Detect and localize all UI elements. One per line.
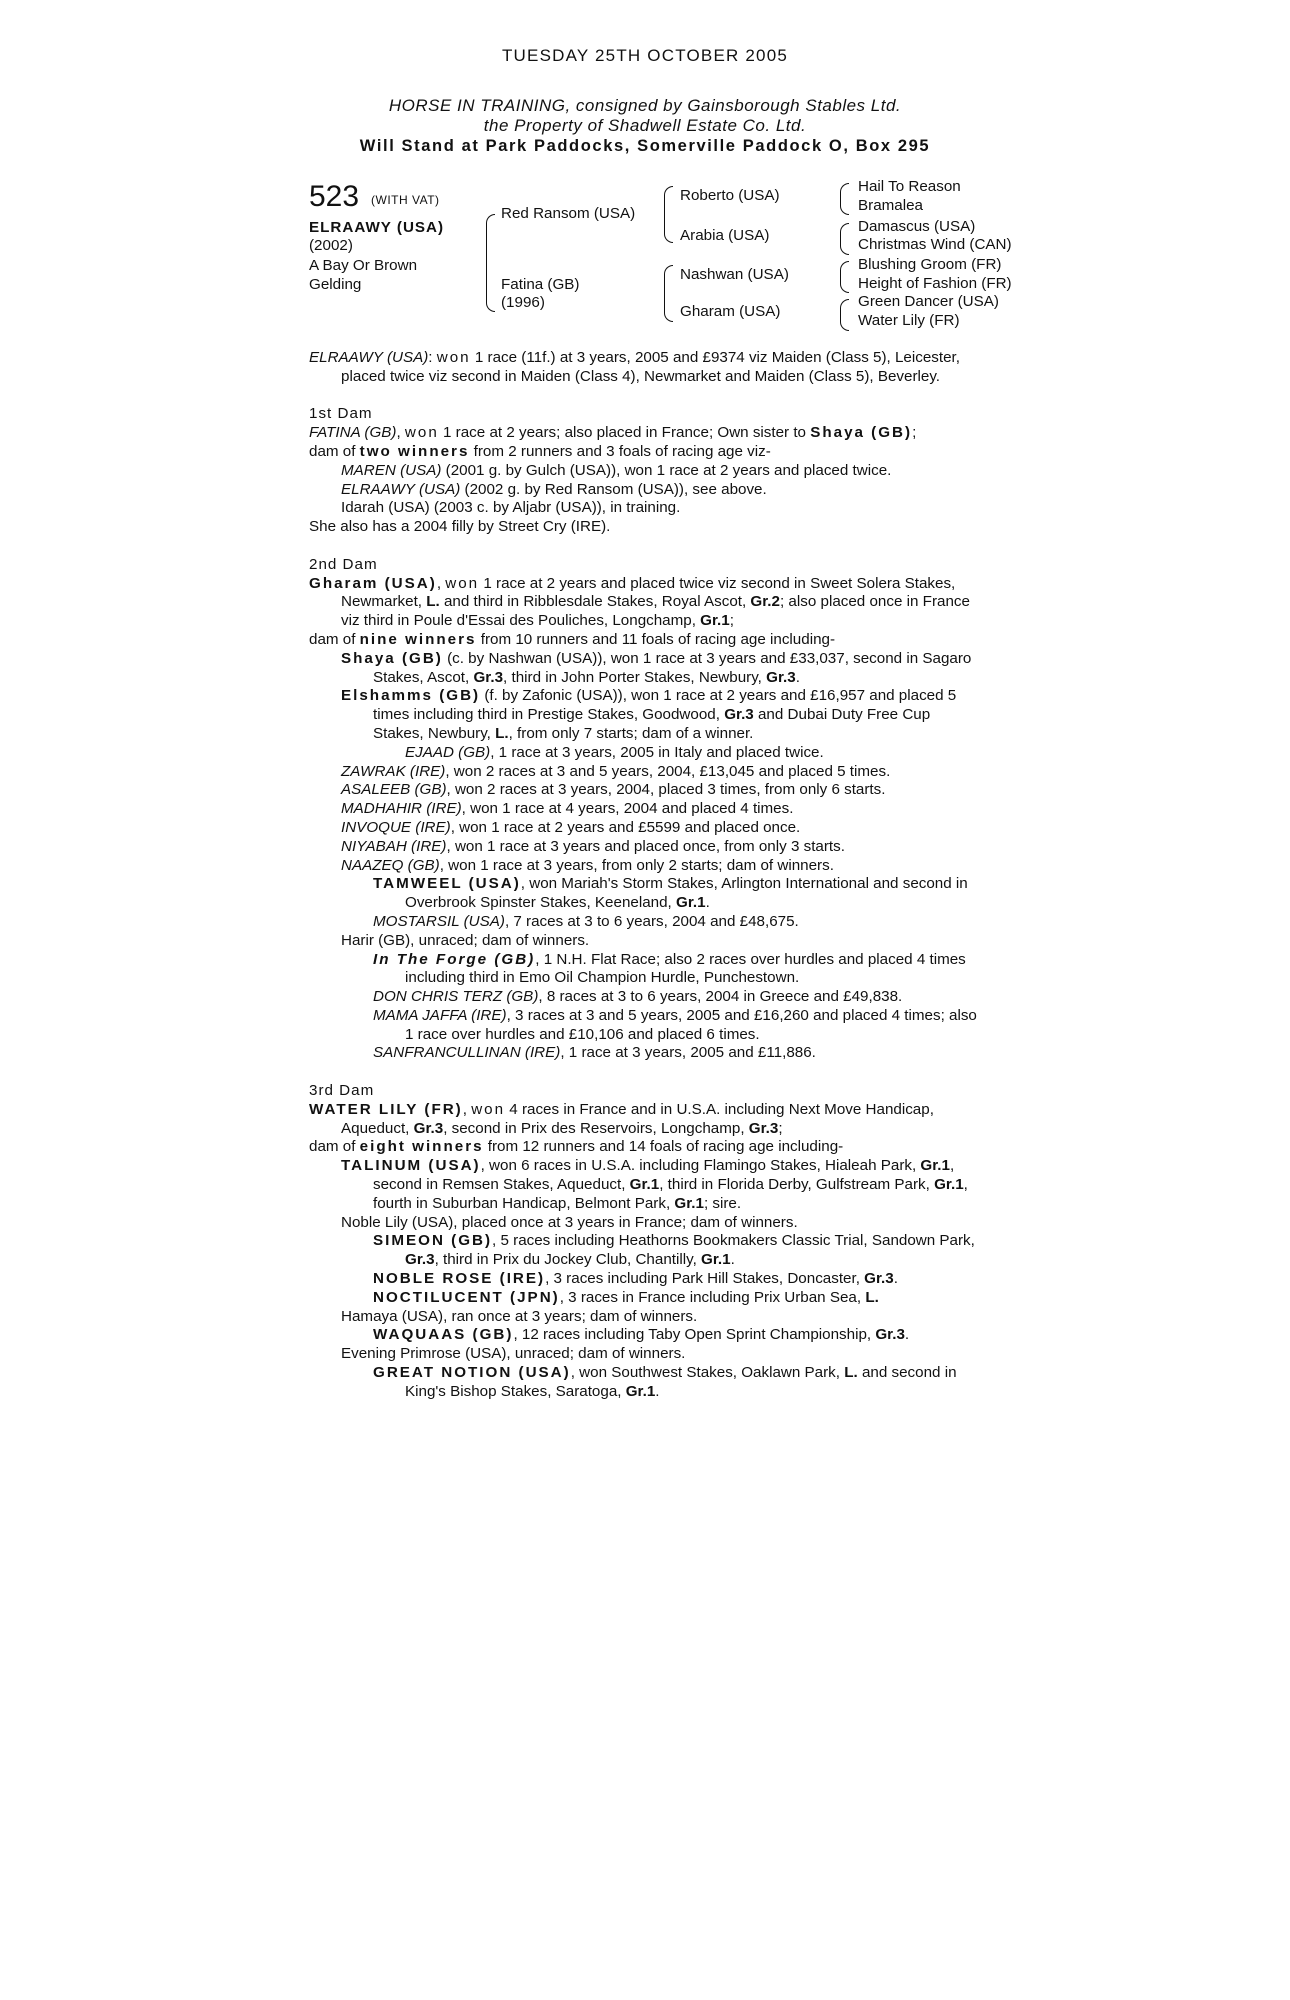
offspring-talinum-text4: , fourth in Suburban Handicap, Belmont Park, [373, 1176, 968, 1212]
first-dam-damof: dam of [309, 442, 360, 460]
offspring-mostarsil [309, 913, 979, 932]
second-dam-name: Gharam (USA) [309, 574, 437, 592]
dot: . [893, 1270, 898, 1288]
offspring-talinum-text: , won 6 races in U.S.A. including Flamingo Stakes, Hialeah Park, [480, 1157, 921, 1175]
offspring-elshamms-text: (f. by Zafonic (USA)), won 1 race at 2 years and £16,957 and placed 5 times including third in Prestige Stakes, Goodwood, [373, 687, 957, 724]
pedigree-dds: Green Dancer (USA) [858, 293, 999, 310]
race-record: ELRAAWY (USA): won 1 race (11f.) at 3 years, 2005 and £9374 viz Maiden (Class 5), Leicester, placed twice viz second in Maiden (Class 4), Newmarket and Maiden (Class 5), Beverley. [309, 349, 960, 385]
dot: . [655, 1382, 660, 1400]
offspring-sanfrancullinan [309, 1044, 979, 1063]
pedigree-brace-dam [664, 265, 673, 322]
first-dam-line: FATINA (GB), won 1 race at 2 years; also placed in France; Own sister to Shaya (GB); [309, 424, 917, 442]
offspring-simeon-text: , 5 races including Heathorns Bookmakers Classic Trial, Sandown Park, [492, 1232, 975, 1250]
first-dam-also: She also has a 2004 filly by Street Cry (IRE). [309, 518, 611, 536]
offspring-elshamms [309, 687, 979, 743]
offspring-elshamms-text2: and Dubai Duty Free Cup Stakes, Newbury, [373, 706, 931, 742]
pedigree-dsd: Height of Fashion (FR) [858, 275, 1012, 292]
offspring-mama-name: MAMA JAFFA (IRE) [373, 1006, 507, 1024]
grade-gr3: Gr.3 [748, 1119, 779, 1137]
offspring-simeon-name: SIMEON (GB) [373, 1232, 493, 1250]
offspring-tamweel [309, 875, 979, 913]
offspring-idarah: Idarah (USA) (2003 c. by Aljabr (USA)), in training. [341, 499, 681, 517]
pedigree-brace-ds [840, 261, 849, 293]
third-dam-produce [309, 1138, 979, 1157]
offspring-naazeq [309, 857, 979, 876]
third-dam-t1b: , second in Prix des Reservoirs, Longchamp, [443, 1119, 749, 1137]
second-dam-t1b: and third in Ribblesdale Stakes, Royal Ascot, [439, 593, 751, 611]
grade-listed: L. [865, 1288, 879, 1306]
first-dam-sister: Shaya (GB) [810, 424, 913, 442]
grade-gr3: Gr.3 [724, 706, 754, 724]
offspring-evening-primrose: Evening Primrose (USA), unraced; dam of winners. [341, 1345, 686, 1363]
offspring-talinum [309, 1157, 979, 1213]
offspring-madhahir-name: MADHAHIR (IRE) [341, 800, 462, 818]
offspring-elraawy-name: ELRAAWY (USA) [341, 480, 461, 498]
pedigree-dss: Blushing Groom (FR) [858, 256, 1002, 273]
offspring-noct-name: NOCTILUCENT (JPN) [373, 1288, 560, 1306]
grade-listed: L. [426, 593, 440, 611]
offspring-talinum-text2: , second in Remsen Stakes, Aqueduct, [373, 1157, 955, 1194]
pedigree-ddd: Water Lily (FR) [858, 312, 960, 329]
offspring-noble-rose-text: , 3 races including Park Hill Stakes, Doncaster, [545, 1270, 865, 1288]
offspring-forge-text: , 1 N.H. Flat Race; also 2 races over hurdles and placed 4 times including third in Emo Oil Champion Hurdle, Punchestown. [405, 950, 966, 987]
grade-gr1: Gr.1 [625, 1382, 656, 1400]
grade-gr3: Gr.3 [864, 1270, 894, 1288]
offspring-asaleeb-name: ASALEEB (GB) [341, 781, 447, 799]
lot-number: 523 [309, 180, 360, 213]
grade-listed: L. [844, 1364, 858, 1382]
record-text: 1 race (11f.) at 3 years, 2005 and £9374 viz Maiden (Class 5), Leicester, placed twice viz second in Maiden (Class 4), Newmarket and Maiden (Class 5), Beverley. [341, 349, 960, 385]
offspring-great-notion [309, 1364, 979, 1402]
first-dam-name: FATINA (GB) [309, 424, 397, 442]
pedigree-brace-gen1 [486, 214, 495, 312]
grade-gr1: Gr.1 [629, 1176, 660, 1194]
third-dam-t1: 4 races in France and in U.S.A. including Next Move Handicap, Aqueduct, [341, 1100, 934, 1137]
third-dam-damof: dam of [309, 1138, 360, 1156]
grade-gr1: Gr.1 [920, 1157, 950, 1175]
offspring-shaya-text2: , third in John Porter Stakes, Newbury, [503, 668, 767, 686]
offspring-elraawy-text: (2002 g. by Red Ransom (USA)), see above. [460, 480, 767, 498]
offspring-invoque-text: , won 1 race at 2 years and £5599 and placed once. [450, 818, 801, 836]
offspring-waquaas [309, 1326, 979, 1345]
offspring-niyabah [309, 838, 979, 857]
offspring-forge-name: In The Forge (GB) [373, 950, 536, 968]
offspring-naazeq-name: NAAZEQ (GB) [341, 856, 440, 874]
offspring-maren-text: (2001 g. by Gulch (USA)), won 1 race at 2 years and placed twice. [441, 461, 892, 479]
pedigree-brace-ss [840, 183, 849, 215]
offspring-zawrak-text: , won 2 races at 3 and 5 years, 2004, £13,045 and placed 5 times. [445, 762, 891, 780]
pedigree-dam-year: (1996) [501, 294, 545, 311]
second-dam-t1d: ; [729, 612, 734, 630]
grade-gr3: Gr.3 [405, 1251, 435, 1269]
grade-gr3: Gr.3 [766, 668, 796, 686]
offspring-don-text: , 8 races at 3 to 6 years, 2004 in Greece and £49,838. [538, 988, 903, 1006]
catalogue-body [309, 349, 979, 1402]
stand-line: Will Stand at Park Paddocks, Somerville Paddock O, Box 295 [359, 137, 931, 155]
offspring-maren [309, 462, 979, 481]
offspring-mama-text: , 3 races at 3 and 5 years, 2005 and £16,260 and placed 4 times; also 1 race over hurdles and £10,106 and placed 6 times. [405, 1006, 977, 1043]
offspring-asaleeb [309, 781, 979, 800]
horse-colour: A Bay Or Brown [309, 257, 418, 274]
third-dam-t1c: ; [778, 1119, 783, 1137]
grade-gr1: Gr.1 [676, 894, 706, 912]
offspring-great-name: GREAT NOTION (USA) [373, 1364, 571, 1382]
offspring-mama-jaffa [309, 1007, 979, 1045]
sale-date: TUESDAY 25TH OCTOBER 2005 [501, 46, 789, 65]
pedigree-sire: Red Ransom (USA) [501, 205, 636, 222]
offspring-tamweel-name: TAMWEEL (USA) [373, 875, 521, 893]
second-dam-t1: 1 race at 2 years and placed twice viz second in Sweet Solera Stakes, Newmarket, [341, 574, 956, 611]
offspring-niyabah-text: , won 1 race at 3 years and placed once, from only 3 starts. [446, 837, 845, 855]
grade-gr3: Gr.3 [413, 1119, 444, 1137]
second-dam-produce [309, 631, 979, 650]
pedigree-brace-sd [840, 223, 849, 255]
grade-gr3: Gr.3 [875, 1326, 905, 1344]
property-line: the Property of Shadwell Estate Co. Ltd. [483, 116, 807, 135]
consignor-line: HORSE IN TRAINING, consigned by Gainsborough Stables Ltd. [388, 96, 902, 115]
third-dam-produce-text: from 12 runners and 14 foals of racing age including- [483, 1138, 844, 1156]
offspring-sanf-name: SANFRANCULLINAN (IRE) [373, 1044, 561, 1062]
third-dam-title: 3rd Dam [309, 1082, 375, 1100]
second-dam-winners: nine winners [359, 630, 477, 648]
pedigree-sds: Damascus (USA) [858, 218, 976, 235]
pedigree-dam-sire: Nashwan (USA) [680, 266, 789, 283]
second-dam-t1c: ; also placed once in France viz third in Poule d'Essai des Pouliches, Longchamp, [341, 593, 970, 630]
dot: . [795, 668, 800, 686]
offspring-elraawy [309, 481, 979, 500]
pedigree-dam-dam: Gharam (USA) [680, 303, 781, 320]
pedigree-brace-dd [840, 299, 849, 331]
dot: . [904, 1326, 910, 1344]
grade-gr1: Gr.1 [700, 612, 730, 630]
offspring-don-name: DON CHRIS TERZ (GB) [373, 988, 539, 1006]
offspring-elshamms-name: Elshamms (GB) [341, 687, 481, 705]
offspring-mostarsil-text: , 7 races at 3 to 6 years, 2004 and £48,675. [504, 912, 799, 930]
first-dam-text1: 1 race at 2 years; also placed in France; Own sister to [438, 424, 811, 442]
dot: . [730, 1251, 735, 1269]
second-dam-line: Gharam (USA), won 1 race at 2 years and placed twice viz second in Sweet Solera Stakes, Newmarket, L. and third in Ribblesdale Stakes, Royal Ascot, Gr.2; also placed once in France viz third in Poule d'Essai des Pouliches, Longchamp, Gr.1; [309, 574, 970, 630]
pedigree-sss: Hail To Reason [858, 178, 961, 195]
offspring-noble-lily: Noble Lily (USA), placed once at 3 years in France; dam of winners. [341, 1213, 798, 1231]
first-dam-won: won [404, 424, 439, 442]
grade-gr1: Gr.1 [674, 1194, 704, 1212]
offspring-ejaad [309, 744, 979, 763]
grade-gr2: Gr.2 [750, 593, 780, 611]
grade-listed: L. [495, 724, 509, 742]
third-dam-name: WATER LILY (FR) [309, 1100, 463, 1118]
second-dam-damof: dam of [309, 630, 360, 648]
offspring-invoque [309, 819, 979, 838]
first-dam-produce [309, 443, 979, 462]
second-dam-produce-text: from 10 runners and 11 foals of racing age including- [476, 630, 836, 648]
offspring-talinum-text5: ; sire. [703, 1194, 742, 1212]
offspring-talinum-text3: , third in Florida Derby, Gulfstream Park, [659, 1176, 935, 1194]
offspring-tamweel-text: , won Mariah's Storm Stakes, Arlington International and second in Overbrook Spinster Stakes, Keeneland, [405, 875, 968, 912]
first-dam-text2: ; [912, 424, 917, 442]
pedigree-brace-sire [664, 186, 673, 243]
offspring-shaya-name: Shaya (GB) [341, 649, 443, 667]
first-dam-winners: two winners [359, 442, 470, 460]
offspring-maren-name: MAREN (USA) [341, 461, 442, 479]
offspring-asaleeb-text: , won 2 races at 3 years, 2004, placed 3 times, from only 6 starts. [446, 781, 886, 799]
offspring-mostarsil-name: MOSTARSIL (USA) [373, 912, 505, 930]
grade-gr1: Gr.1 [701, 1251, 731, 1269]
offspring-invoque-name: INVOQUE (IRE) [341, 818, 451, 836]
offspring-shaya [309, 650, 979, 688]
horse-year: (2002) [309, 237, 353, 254]
grade-gr3: Gr.3 [473, 668, 504, 686]
offspring-niyabah-name: NIYABAH (IRE) [341, 837, 447, 855]
offspring-noble-rose-name: NOBLE ROSE (IRE) [373, 1270, 546, 1288]
offspring-noble-rose [309, 1270, 979, 1289]
offspring-in-the-forge [309, 951, 979, 989]
offspring-great-text: , won Southwest Stakes, Oaklawn Park, [570, 1364, 845, 1382]
record-horse-name: ELRAAWY (USA) [309, 349, 429, 366]
first-dam-title: 1st Dam [309, 405, 373, 423]
offspring-waquaas-name: WAQUAAS (GB) [373, 1326, 514, 1344]
offspring-great-text2: and second in King's Bishop Stakes, Saratoga, [405, 1364, 957, 1400]
offspring-harir: Harir (GB), unraced; dam of winners. [341, 931, 590, 949]
offspring-zawrak [309, 763, 979, 782]
offspring-noct-text: , 3 races in France including Prix Urban Sea, [559, 1288, 866, 1306]
offspring-talinum-name: TALINUM (USA) [341, 1157, 481, 1175]
vat-note: (WITH VAT) [371, 193, 440, 207]
record-won: won [436, 349, 471, 366]
offspring-simeon-text2: , third in Prix du Jockey Club, Chantilly, [434, 1251, 702, 1269]
offspring-madhahir [309, 800, 979, 819]
pedigree-dam: Fatina (GB) [501, 276, 580, 293]
offspring-zawrak-name: ZAWRAK (IRE) [341, 762, 446, 780]
second-dam-won: won [445, 574, 480, 592]
offspring-shaya-text: (c. by Nashwan (USA)), won 1 race at 3 years and £33,037, second in Sagaro Stakes, Ascot, [373, 649, 972, 686]
offspring-simeon [309, 1232, 979, 1270]
offspring-elshamms-text3: , from only 7 starts; dam of a winner. [508, 724, 754, 742]
pedigree-sire-sire: Roberto (USA) [680, 187, 780, 204]
dot: . [705, 894, 710, 912]
offspring-ejaad-name: EJAAD (GB) [405, 743, 491, 761]
offspring-ejaad-text: , 1 race at 3 years, 2005 in Italy and placed twice. [490, 743, 824, 761]
third-dam-line: WATER LILY (FR), won 4 races in France and in U.S.A. including Next Move Handicap, Aqueduct, Gr.3, second in Prix des Reservoirs, Longchamp, Gr.3; [309, 1100, 934, 1137]
pedigree-sire-dam: Arabia (USA) [680, 227, 770, 244]
pedigree-sdd: Christmas Wind (CAN) [858, 236, 1012, 253]
first-dam-produce-text: from 2 runners and 3 foals of racing age viz- [469, 442, 771, 460]
offspring-waquaas-text: , 12 races including Taby Open Sprint Championship, [513, 1326, 876, 1344]
offspring-sanf-text: , 1 race at 3 years, 2005 and £11,886. [560, 1044, 816, 1062]
offspring-don-chris-terz [309, 988, 979, 1007]
pedigree-ssd: Bramalea [858, 197, 923, 214]
offspring-madhahir-text: , won 1 race at 4 years, 2004 and placed 4 times. [461, 800, 794, 818]
third-dam-won: won [471, 1100, 506, 1118]
grade-gr1: Gr.1 [934, 1176, 964, 1194]
offspring-hamaya: Hamaya (USA), ran once at 3 years; dam of winners. [341, 1307, 698, 1325]
horse-name: ELRAAWY (USA) [309, 219, 445, 236]
offspring-naazeq-text: , won 1 race at 3 years, from only 2 starts; dam of winners. [439, 856, 834, 874]
offspring-noctilucent [309, 1289, 979, 1308]
second-dam-title: 2nd Dam [309, 555, 378, 573]
horse-sex: Gelding [309, 276, 362, 293]
third-dam-winners: eight winners [359, 1138, 484, 1156]
